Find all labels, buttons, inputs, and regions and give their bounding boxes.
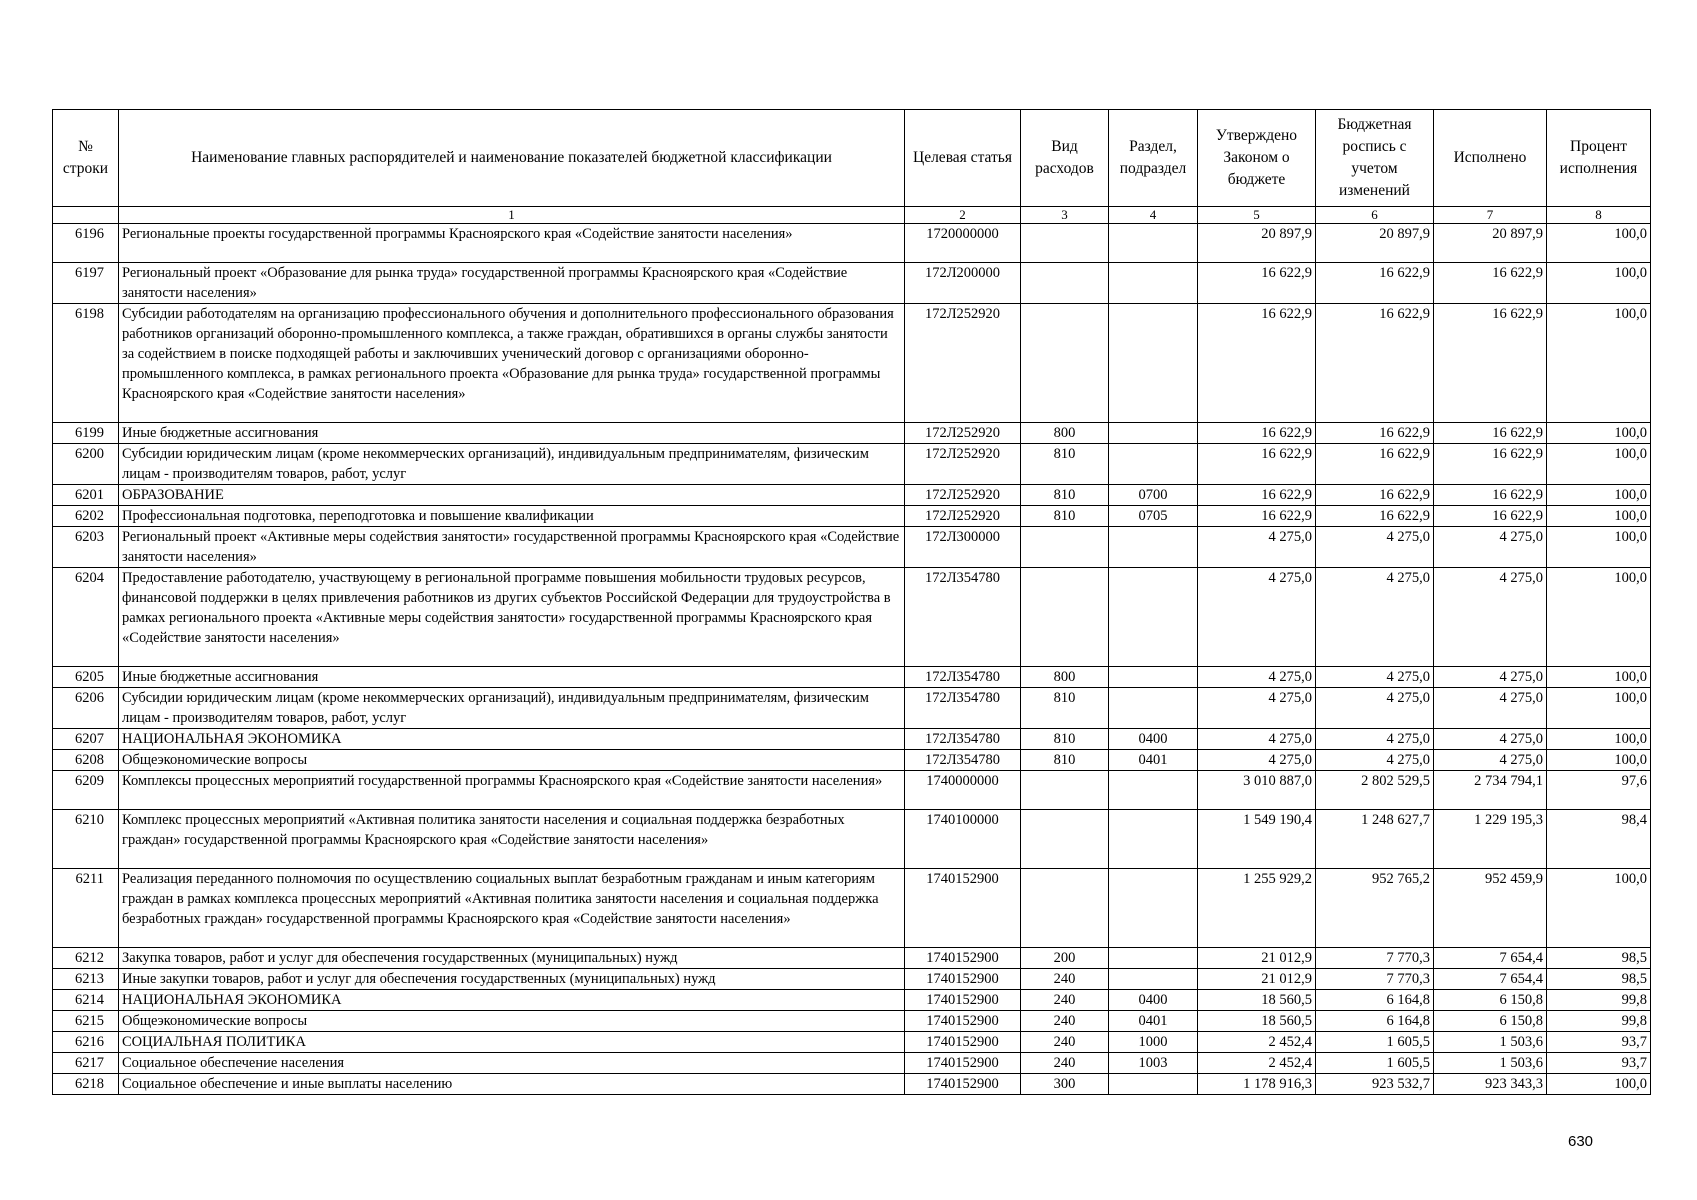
table-row [53, 948, 1651, 969]
row-percent: 98,4 [1547, 810, 1651, 869]
row-budget-roster: 16 622,9 [1316, 485, 1434, 506]
row-number: 6218 [53, 1074, 119, 1095]
row-percent: 100,0 [1547, 485, 1651, 506]
row-expense-type [1021, 869, 1109, 948]
row-budget-roster: 16 622,9 [1316, 444, 1434, 485]
row-section [1109, 224, 1198, 263]
col-header-razd: Раздел, подраздел [1109, 110, 1198, 207]
row-approved: 1 549 190,4 [1198, 810, 1316, 869]
row-section: 0400 [1109, 729, 1198, 750]
row-target-article: 1740152900 [905, 1053, 1021, 1074]
row-budget-roster: 6 164,8 [1316, 1011, 1434, 1032]
row-executed: 4 275,0 [1434, 527, 1547, 568]
table-row [53, 506, 1651, 527]
row-executed: 16 622,9 [1434, 263, 1547, 304]
column-number-row [53, 207, 1651, 224]
table-row [53, 224, 1651, 263]
row-approved: 4 275,0 [1198, 750, 1316, 771]
row-percent: 97,6 [1547, 771, 1651, 810]
row-expense-type: 800 [1021, 667, 1109, 688]
row-section: 1003 [1109, 1053, 1198, 1074]
table-row [53, 729, 1651, 750]
table-row [53, 304, 1651, 423]
row-executed: 4 275,0 [1434, 729, 1547, 750]
row-section [1109, 688, 1198, 729]
row-executed: 4 275,0 [1434, 750, 1547, 771]
row-budget-roster: 20 897,9 [1316, 224, 1434, 263]
table-row [53, 869, 1651, 948]
row-executed: 7 654,4 [1434, 948, 1547, 969]
row-expense-type: 240 [1021, 1053, 1109, 1074]
row-target-article: 172Л354780 [905, 667, 1021, 688]
row-budget-roster: 16 622,9 [1316, 506, 1434, 527]
row-name: Предоставление работодателю, участвующему в региональной программе повышения мобильности трудовых ресурсов, финансовой поддержки в целях привлечения работников из других субъектов Российской Федерации для трудоустройства в рамках регионального проекта «Активные меры содействия занятости» государственной программы Красноярского края «Содействие занятости населения» [119, 568, 905, 667]
row-expense-type: 800 [1021, 423, 1109, 444]
row-name: НАЦИОНАЛЬНАЯ ЭКОНОМИКА [119, 990, 905, 1011]
row-name: НАЦИОНАЛЬНАЯ ЭКОНОМИКА [119, 729, 905, 750]
row-section [1109, 771, 1198, 810]
col-header-code: Целевая статья [905, 110, 1021, 207]
row-approved: 1 178 916,3 [1198, 1074, 1316, 1095]
table-row [53, 1074, 1651, 1095]
row-expense-type [1021, 304, 1109, 423]
row-executed: 16 622,9 [1434, 506, 1547, 527]
row-budget-roster: 16 622,9 [1316, 263, 1434, 304]
row-target-article: 172Л252920 [905, 423, 1021, 444]
row-percent: 100,0 [1547, 304, 1651, 423]
row-target-article: 172Л300000 [905, 527, 1021, 568]
row-number: 6208 [53, 750, 119, 771]
row-expense-type: 810 [1021, 688, 1109, 729]
row-budget-roster: 1 605,5 [1316, 1032, 1434, 1053]
row-approved: 1 255 929,2 [1198, 869, 1316, 948]
row-section: 0705 [1109, 506, 1198, 527]
row-name: Общеэкономические вопросы [119, 750, 905, 771]
table-row [53, 810, 1651, 869]
row-name: Иные бюджетные ассигнования [119, 667, 905, 688]
col-num-approved: 5 [1198, 207, 1316, 224]
row-percent: 100,0 [1547, 423, 1651, 444]
table-row [53, 423, 1651, 444]
col-num-pct: 8 [1547, 207, 1651, 224]
row-percent: 100,0 [1547, 729, 1651, 750]
row-percent: 99,8 [1547, 990, 1651, 1011]
table-row [53, 750, 1651, 771]
row-number: 6212 [53, 948, 119, 969]
row-number: 6197 [53, 263, 119, 304]
col-header-name: Наименование главных распорядителей и наименование показателей бюджетной классификации [119, 110, 905, 207]
row-name: Комплекс процессных мероприятий «Активная политика занятости населения и социальная поддержка безработных граждан» государственной программы Красноярского края «Содействие занятости населения» [119, 810, 905, 869]
row-percent: 100,0 [1547, 444, 1651, 485]
row-expense-type [1021, 527, 1109, 568]
col-header-pct: Процент исполнения [1547, 110, 1651, 207]
row-percent: 99,8 [1547, 1011, 1651, 1032]
row-number: 6200 [53, 444, 119, 485]
table-row [53, 667, 1651, 688]
row-approved: 18 560,5 [1198, 1011, 1316, 1032]
row-budget-roster: 923 532,7 [1316, 1074, 1434, 1095]
col-num-razd: 4 [1109, 207, 1198, 224]
row-number: 6196 [53, 224, 119, 263]
row-approved: 16 622,9 [1198, 506, 1316, 527]
row-percent: 98,5 [1547, 969, 1651, 990]
row-number: 6201 [53, 485, 119, 506]
row-percent: 98,5 [1547, 948, 1651, 969]
row-number: 6211 [53, 869, 119, 948]
col-num-name: 1 [119, 207, 905, 224]
table-row [53, 688, 1651, 729]
row-section: 0401 [1109, 750, 1198, 771]
row-budget-roster: 16 622,9 [1316, 423, 1434, 444]
row-executed: 4 275,0 [1434, 688, 1547, 729]
row-section: 0401 [1109, 1011, 1198, 1032]
row-percent: 100,0 [1547, 1074, 1651, 1095]
row-approved: 16 622,9 [1198, 263, 1316, 304]
row-expense-type: 810 [1021, 729, 1109, 750]
row-budget-roster: 2 802 529,5 [1316, 771, 1434, 810]
row-target-article: 172Л354780 [905, 750, 1021, 771]
row-target-article: 1740152900 [905, 948, 1021, 969]
row-approved: 20 897,9 [1198, 224, 1316, 263]
row-target-article: 1740152900 [905, 969, 1021, 990]
row-name: Социальное обеспечение населения [119, 1053, 905, 1074]
row-section [1109, 1074, 1198, 1095]
col-num-no [53, 207, 119, 224]
row-approved: 2 452,4 [1198, 1053, 1316, 1074]
row-number: 6210 [53, 810, 119, 869]
row-number: 6204 [53, 568, 119, 667]
row-approved: 21 012,9 [1198, 948, 1316, 969]
row-number: 6209 [53, 771, 119, 810]
table-row [53, 1053, 1651, 1074]
row-target-article: 1740152900 [905, 1074, 1021, 1095]
row-name: Социальное обеспечение и иные выплаты населению [119, 1074, 905, 1095]
row-executed: 16 622,9 [1434, 423, 1547, 444]
row-executed: 1 229 195,3 [1434, 810, 1547, 869]
row-budget-roster: 4 275,0 [1316, 688, 1434, 729]
row-executed: 4 275,0 [1434, 568, 1547, 667]
row-expense-type [1021, 771, 1109, 810]
col-num-vid: 3 [1021, 207, 1109, 224]
row-expense-type: 300 [1021, 1074, 1109, 1095]
row-percent: 100,0 [1547, 667, 1651, 688]
row-name: ОБРАЗОВАНИЕ [119, 485, 905, 506]
row-percent: 100,0 [1547, 869, 1651, 948]
row-executed: 1 503,6 [1434, 1032, 1547, 1053]
budget-table-sheet [52, 109, 1650, 1095]
row-name: Общеэкономические вопросы [119, 1011, 905, 1032]
col-header-vid: Вид расходов [1021, 110, 1109, 207]
row-name: Субсидии юридическим лицам (кроме некоммерческих организаций), индивидуальным предпринимателям, физическим лицам - производителям товаров, работ, услуг [119, 688, 905, 729]
row-expense-type [1021, 263, 1109, 304]
row-executed: 16 622,9 [1434, 304, 1547, 423]
row-section [1109, 810, 1198, 869]
row-target-article: 172Л354780 [905, 688, 1021, 729]
table-row [53, 485, 1651, 506]
row-budget-roster: 6 164,8 [1316, 990, 1434, 1011]
row-executed: 16 622,9 [1434, 485, 1547, 506]
row-target-article: 1740000000 [905, 771, 1021, 810]
table-row [53, 568, 1651, 667]
row-budget-roster: 1 605,5 [1316, 1053, 1434, 1074]
row-section [1109, 423, 1198, 444]
row-number: 6217 [53, 1053, 119, 1074]
table-row [53, 444, 1651, 485]
row-budget-roster: 4 275,0 [1316, 750, 1434, 771]
row-budget-roster: 4 275,0 [1316, 527, 1434, 568]
table-row [53, 1011, 1651, 1032]
row-expense-type [1021, 568, 1109, 667]
row-section [1109, 869, 1198, 948]
table-body [53, 224, 1651, 1095]
row-target-article: 172Л252920 [905, 506, 1021, 527]
row-approved: 2 452,4 [1198, 1032, 1316, 1053]
header-row [53, 110, 1651, 207]
row-budget-roster: 7 770,3 [1316, 969, 1434, 990]
row-section: 1000 [1109, 1032, 1198, 1053]
row-percent: 100,0 [1547, 506, 1651, 527]
row-expense-type: 810 [1021, 444, 1109, 485]
col-header-done: Исполнено [1434, 110, 1547, 207]
row-target-article: 1740100000 [905, 810, 1021, 869]
col-header-no: № строки [53, 110, 119, 207]
row-expense-type [1021, 810, 1109, 869]
row-number: 6202 [53, 506, 119, 527]
row-section [1109, 568, 1198, 667]
row-expense-type: 240 [1021, 969, 1109, 990]
row-name: Закупка товаров, работ и услуг для обеспечения государственных (муниципальных) нужд [119, 948, 905, 969]
row-percent: 100,0 [1547, 568, 1651, 667]
row-executed: 7 654,4 [1434, 969, 1547, 990]
row-number: 6215 [53, 1011, 119, 1032]
row-target-article: 172Л354780 [905, 568, 1021, 667]
row-budget-roster: 4 275,0 [1316, 729, 1434, 750]
row-name: Иные закупки товаров, работ и услуг для обеспечения государственных (муниципальных) нужд [119, 969, 905, 990]
row-section [1109, 969, 1198, 990]
row-name: Субсидии работодателям на организацию профессионального обучения и дополнительного профессионального образования работников организаций оборонно-промышленного комплекса, а также граждан, обратившихся в органы службы занятости за содействием в поиске подходящей работы и заключивших ученический договор с организациями оборонно-промышленного комплекса, в рамках регионального проекта «Образование для рынка труда» государственной программы Красноярского края «Содействие занятости населения» [119, 304, 905, 423]
row-percent: 93,7 [1547, 1032, 1651, 1053]
row-approved: 16 622,9 [1198, 444, 1316, 485]
row-percent: 100,0 [1547, 750, 1651, 771]
row-target-article: 1740152900 [905, 869, 1021, 948]
table-row [53, 1032, 1651, 1053]
row-section [1109, 444, 1198, 485]
row-approved: 16 622,9 [1198, 304, 1316, 423]
row-name: Региональные проекты государственной программы Красноярского края «Содействие занятости населения» [119, 224, 905, 263]
row-target-article: 172Л252920 [905, 444, 1021, 485]
row-section [1109, 527, 1198, 568]
row-target-article: 172Л200000 [905, 263, 1021, 304]
row-target-article: 172Л252920 [905, 304, 1021, 423]
row-executed: 923 343,3 [1434, 1074, 1547, 1095]
row-approved: 21 012,9 [1198, 969, 1316, 990]
row-budget-roster: 4 275,0 [1316, 667, 1434, 688]
row-number: 6207 [53, 729, 119, 750]
row-approved: 4 275,0 [1198, 667, 1316, 688]
row-number: 6206 [53, 688, 119, 729]
col-num-roster: 6 [1316, 207, 1434, 224]
row-name: Иные бюджетные ассигнования [119, 423, 905, 444]
table-row [53, 771, 1651, 810]
col-num-code: 2 [905, 207, 1021, 224]
col-num-done: 7 [1434, 207, 1547, 224]
page-number: 630 [1568, 1133, 1594, 1150]
table-row [53, 969, 1651, 990]
row-name: Комплексы процессных мероприятий государственной программы Красноярского края «Содействие занятости населения» [119, 771, 905, 810]
row-target-article: 172Л354780 [905, 729, 1021, 750]
row-approved: 4 275,0 [1198, 568, 1316, 667]
row-number: 6203 [53, 527, 119, 568]
row-executed: 4 275,0 [1434, 667, 1547, 688]
row-name: Профессиональная подготовка, переподготовка и повышение квалификации [119, 506, 905, 527]
row-approved: 16 622,9 [1198, 485, 1316, 506]
row-executed: 6 150,8 [1434, 1011, 1547, 1032]
col-header-approved: Утверждено Законом о бюджете [1198, 110, 1316, 207]
row-target-article: 1720000000 [905, 224, 1021, 263]
row-approved: 18 560,5 [1198, 990, 1316, 1011]
row-number: 6213 [53, 969, 119, 990]
row-target-article: 172Л252920 [905, 485, 1021, 506]
row-budget-roster: 1 248 627,7 [1316, 810, 1434, 869]
row-approved: 16 622,9 [1198, 423, 1316, 444]
row-budget-roster: 7 770,3 [1316, 948, 1434, 969]
row-target-article: 1740152900 [905, 1011, 1021, 1032]
table-row [53, 263, 1651, 304]
row-target-article: 1740152900 [905, 990, 1021, 1011]
row-expense-type: 200 [1021, 948, 1109, 969]
row-executed: 6 150,8 [1434, 990, 1547, 1011]
row-name: Региональный проект «Активные меры содействия занятости» государственной программы Красноярского края «Содействие занятости населения» [119, 527, 905, 568]
row-number: 6214 [53, 990, 119, 1011]
row-number: 6198 [53, 304, 119, 423]
row-percent: 100,0 [1547, 527, 1651, 568]
row-approved: 3 010 887,0 [1198, 771, 1316, 810]
row-percent: 100,0 [1547, 224, 1651, 263]
row-percent: 100,0 [1547, 688, 1651, 729]
budget-table [52, 109, 1651, 1095]
row-approved: 4 275,0 [1198, 527, 1316, 568]
row-section [1109, 304, 1198, 423]
table-row [53, 527, 1651, 568]
row-section [1109, 667, 1198, 688]
row-approved: 4 275,0 [1198, 688, 1316, 729]
row-budget-roster: 952 765,2 [1316, 869, 1434, 948]
table-row [53, 990, 1651, 1011]
row-percent: 93,7 [1547, 1053, 1651, 1074]
row-percent: 100,0 [1547, 263, 1651, 304]
col-header-roster: Бюджетная роспись с учетом изменений [1316, 110, 1434, 207]
row-executed: 16 622,9 [1434, 444, 1547, 485]
row-section: 0400 [1109, 990, 1198, 1011]
row-executed: 952 459,9 [1434, 869, 1547, 948]
row-executed: 1 503,6 [1434, 1053, 1547, 1074]
row-name: Региональный проект «Образование для рынка труда» государственной программы Красноярского края «Содействие занятости населения» [119, 263, 905, 304]
row-expense-type: 240 [1021, 1011, 1109, 1032]
row-approved: 4 275,0 [1198, 729, 1316, 750]
row-section [1109, 948, 1198, 969]
row-expense-type: 240 [1021, 1032, 1109, 1053]
row-target-article: 1740152900 [905, 1032, 1021, 1053]
row-section: 0700 [1109, 485, 1198, 506]
row-expense-type: 240 [1021, 990, 1109, 1011]
row-executed: 2 734 794,1 [1434, 771, 1547, 810]
row-number: 6216 [53, 1032, 119, 1053]
row-executed: 20 897,9 [1434, 224, 1547, 263]
row-expense-type: 810 [1021, 750, 1109, 771]
row-name: Субсидии юридическим лицам (кроме некоммерческих организаций), индивидуальным предпринимателям, физическим лицам - производителям товаров, работ, услуг [119, 444, 905, 485]
row-budget-roster: 4 275,0 [1316, 568, 1434, 667]
row-expense-type: 810 [1021, 506, 1109, 527]
row-expense-type: 810 [1021, 485, 1109, 506]
row-expense-type [1021, 224, 1109, 263]
row-name: СОЦИАЛЬНАЯ ПОЛИТИКА [119, 1032, 905, 1053]
row-number: 6199 [53, 423, 119, 444]
row-section [1109, 263, 1198, 304]
row-name: Реализация переданного полномочия по осуществлению социальных выплат безработным гражданам и иным категориям граждан в рамках комплекса процессных мероприятий «Активная политика занятости населения и социальная поддержка безработных граждан» государственной программы Красноярского края «Содействие занятости населения» [119, 869, 905, 948]
row-number: 6205 [53, 667, 119, 688]
row-budget-roster: 16 622,9 [1316, 304, 1434, 423]
